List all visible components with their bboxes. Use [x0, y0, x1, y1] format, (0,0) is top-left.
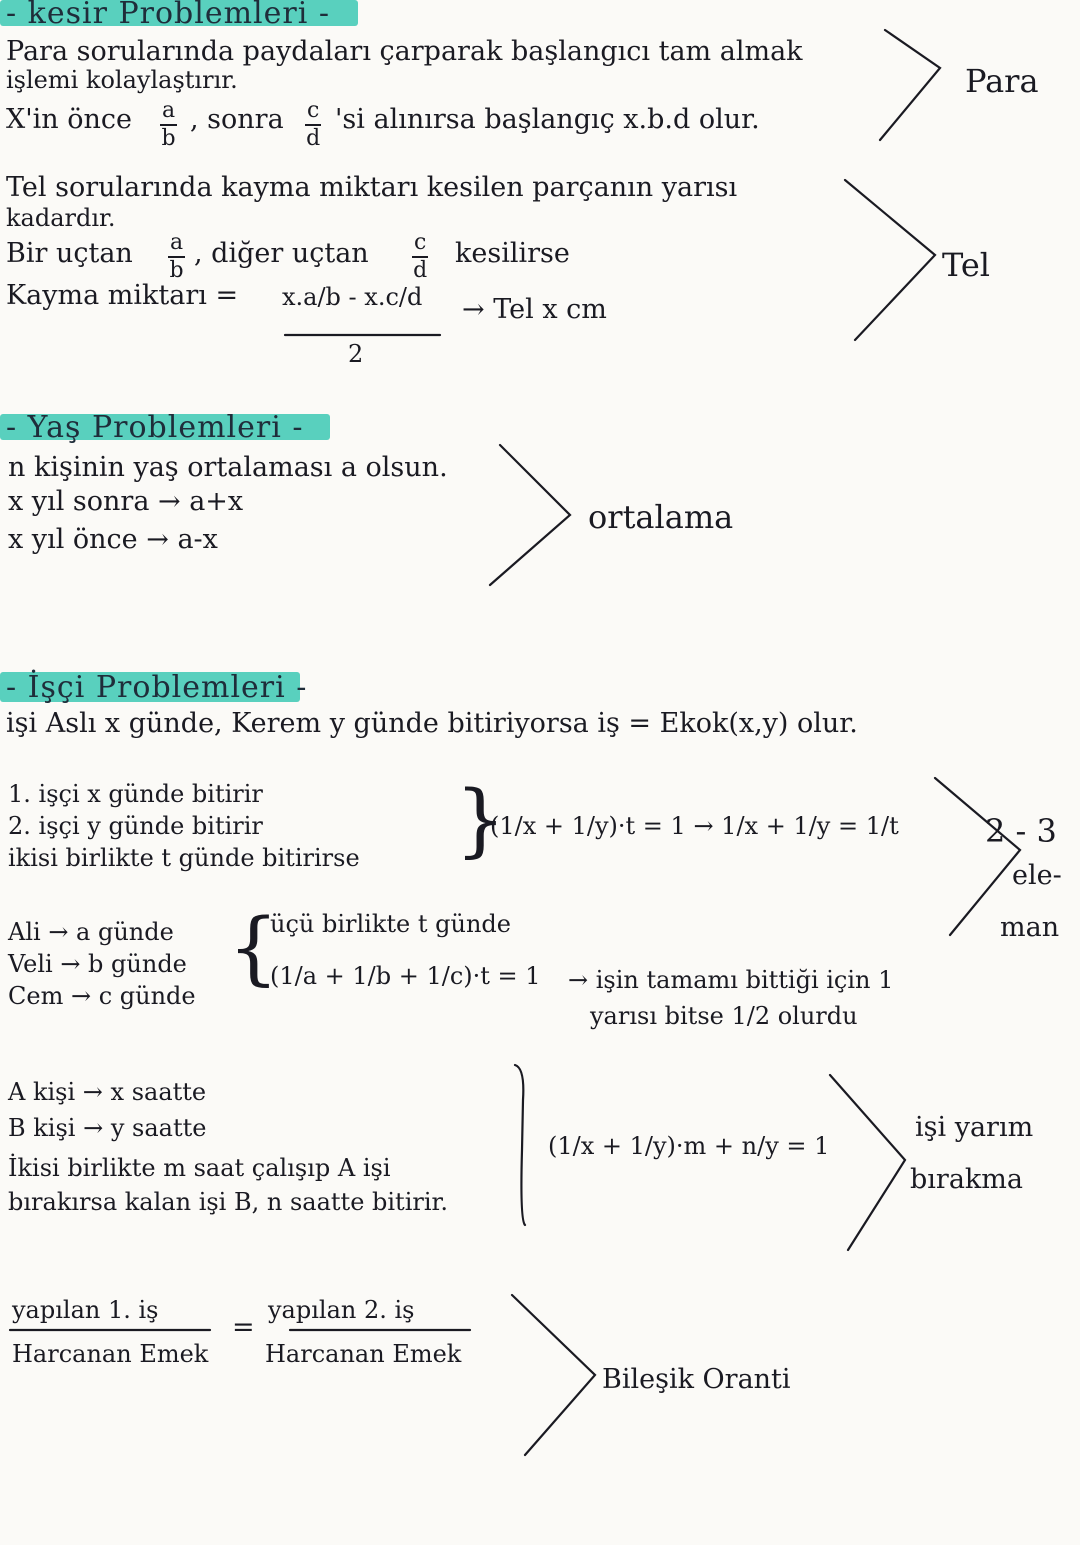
frac-num: a	[160, 100, 177, 126]
tel-arrow: → Tel x cm	[462, 294, 607, 325]
ratio-den-right: Harcanan Emek	[265, 1340, 462, 1368]
yas-line-2: x yıl sonra → a+x	[8, 486, 244, 517]
tel-line-3b: , diğer uçtan	[194, 238, 369, 269]
yas-line-3: x yıl önce → a-x	[8, 524, 218, 555]
tel-line-1: Tel sorularında kayma miktarı kesilen parçanın yarısı	[6, 172, 738, 203]
yas-title: - Yaş Problemleri -	[6, 410, 304, 445]
b3-line-1: A kişi → x saatte	[8, 1078, 207, 1106]
para-line-3c: 'si alınırsa başlangıç x.b.d olur.	[335, 104, 760, 135]
frac-c-d-tel	[412, 232, 428, 282]
para-label: Para	[965, 62, 1039, 100]
frac-num: a	[168, 232, 185, 258]
yas-line-1: n kişinin yaş ortalaması a olsun.	[8, 452, 448, 483]
b2-note-1: → işin tamamı bittiği için 1	[568, 966, 894, 994]
tel-formula-top: x.a/b - x.c/d	[282, 283, 423, 311]
para-line-2: işlemi kolaylaştırır.	[6, 66, 238, 94]
frac-a-b	[160, 100, 177, 150]
b1-line-1: 1. işçi x günde bitirir	[8, 780, 263, 808]
tel-line-3a: Bir uçtan	[6, 238, 133, 269]
b2-note-2: yarısı bitse 1/2 olurdu	[590, 1002, 858, 1030]
b1-brace-icon: }	[455, 773, 506, 866]
ratio-equals: =	[232, 1312, 255, 1343]
b3-line-3: İkisi birlikte m saat çalışıp A işi	[8, 1154, 391, 1182]
yas-label: ortalama	[588, 498, 734, 536]
para-line-3b: , sonra	[190, 104, 284, 135]
b1-line-2: 2. işçi y günde bitirir	[8, 812, 263, 840]
para-line-3a: X'in önce	[6, 104, 132, 135]
para-line-1: Para sorularında paydaları çarparak başlangıcı tam almak	[6, 36, 803, 67]
tel-formula-bottom: 2	[348, 340, 364, 368]
ratio-num-right: yapılan 2. iş	[268, 1296, 415, 1324]
isci-intro: işi Aslı x günde, Kerem y günde bitiriyorsa iş = Ekok(x,y) olur.	[6, 708, 858, 739]
b1-formula: (1/x + 1/y)·t = 1 → 1/x + 1/y = 1/t	[490, 812, 899, 840]
ratio-num-left: yapılan 1. iş	[12, 1296, 159, 1324]
b3-line-2: B kişi → y saatte	[8, 1114, 207, 1142]
tel-label: Tel	[942, 246, 991, 284]
frac-den: d	[413, 258, 428, 283]
b2-line-3: Cem → c günde	[8, 982, 196, 1010]
b3-label-2: bırakma	[910, 1164, 1023, 1195]
b2-line-2: Veli → b günde	[8, 950, 187, 978]
frac-den: b	[169, 258, 184, 283]
tel-line-2: kadardır.	[6, 204, 116, 232]
frac-c-d	[305, 100, 321, 150]
b2-head: üçü birlikte t günde	[270, 910, 511, 938]
kesir-title: - kesir Problemleri -	[6, 0, 331, 31]
b3-formula: (1/x + 1/y)·m + n/y = 1	[548, 1132, 830, 1160]
b2-brace-icon: {	[228, 901, 279, 994]
b3-label-1: işi yarım	[915, 1112, 1034, 1143]
b2-formula: (1/a + 1/b + 1/c)·t = 1	[270, 962, 541, 990]
ratio-label: Bileşik Oranti	[602, 1364, 791, 1395]
frac-den: b	[161, 126, 176, 151]
b1-line-3: ikisi birlikte t günde bitirirse	[8, 844, 360, 872]
frac-den: d	[306, 126, 321, 151]
isci-title: - İşçi Problemleri -	[6, 670, 308, 705]
b1-label-3: man	[1000, 912, 1060, 943]
b1-label-1: 2 - 3	[985, 812, 1057, 850]
frac-num: c	[412, 232, 428, 258]
b1-label-2: ele-	[1012, 860, 1062, 891]
ratio-den-left: Harcanan Emek	[12, 1340, 209, 1368]
b2-line-1: Ali → a günde	[8, 918, 174, 946]
frac-a-b-tel	[168, 232, 185, 282]
tel-line-3c: kesilirse	[455, 238, 570, 269]
frac-num: c	[305, 100, 321, 126]
b3-line-4: bırakırsa kalan işi B, n saatte bitirir.	[8, 1188, 448, 1216]
tel-line-4: Kayma miktarı =	[6, 280, 239, 311]
